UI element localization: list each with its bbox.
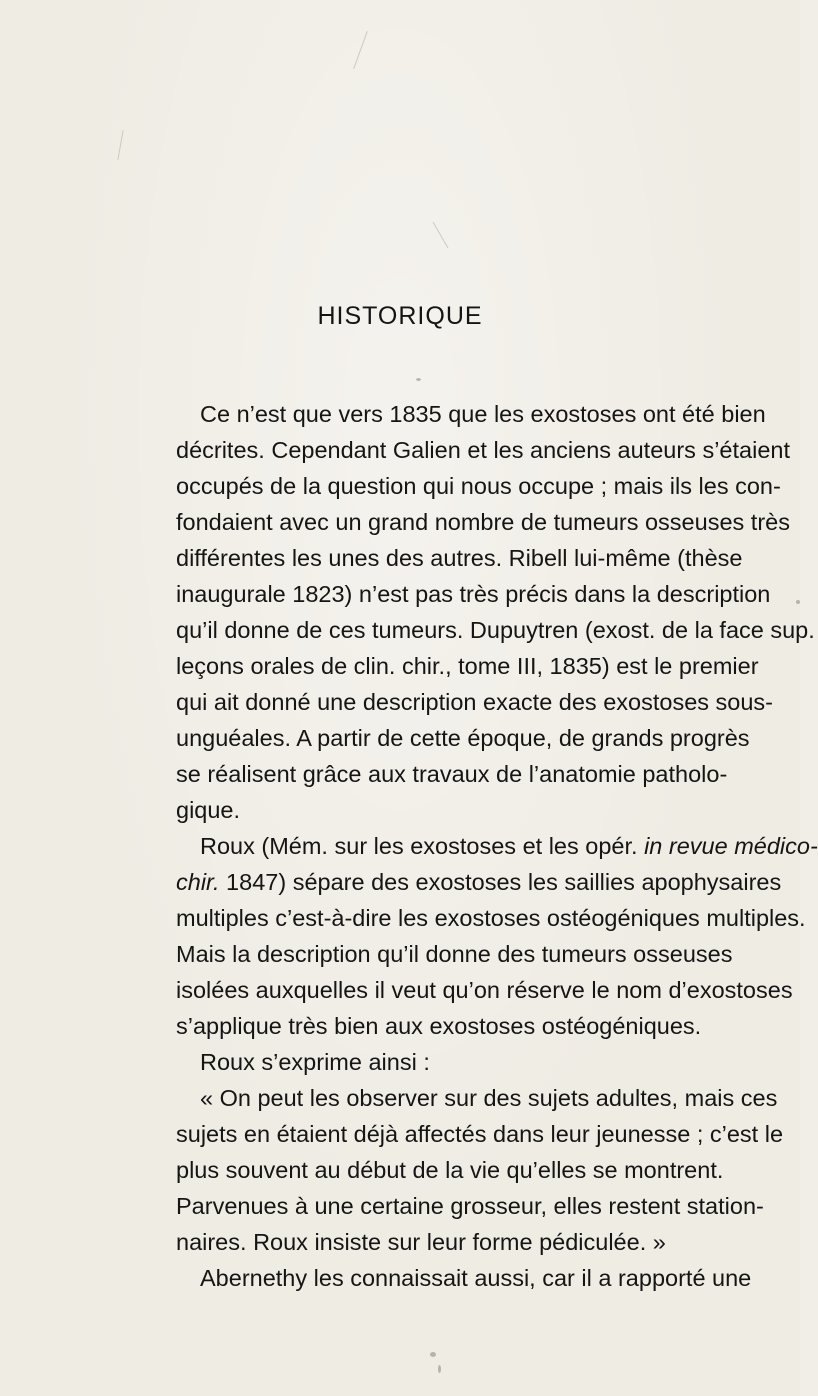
line-text: Parvenues à une certaine grosseur, elles restent station-	[176, 1193, 764, 1219]
text-line	[176, 1008, 716, 1044]
text-line	[176, 1044, 716, 1080]
text-line	[176, 432, 790, 468]
text-line	[176, 972, 793, 1008]
line-text: Roux (Mém. sur les exostoses et les opér.	[200, 833, 645, 859]
quote-line	[176, 1080, 778, 1116]
paper-speck	[796, 600, 800, 604]
text-line	[176, 540, 743, 576]
text-line	[176, 828, 818, 864]
text-line	[176, 936, 733, 972]
line-text: qu’il donne de ces tumeurs. Dupuytren (exost. de la face sup.	[176, 617, 815, 643]
body-text	[176, 396, 818, 1296]
line-text: multiples c’est-à-dire les exostoses ostéogéniques multiples.	[176, 905, 806, 931]
line-text: sujets en étaient déjà affectés dans leur jeunesse ; c’est le	[176, 1121, 784, 1147]
line-text: fondaient avec un grand nombre de tumeurs osseuses très	[176, 509, 790, 535]
text-line	[176, 612, 815, 648]
quote-line	[176, 1224, 716, 1260]
text-line	[176, 1260, 752, 1296]
paper-scratch	[353, 31, 368, 69]
line-text: Roux s’exprime ainsi :	[200, 1049, 430, 1075]
journal-title-italic: in revue médico-	[644, 833, 818, 859]
paper-speck	[438, 1365, 441, 1373]
quote-line	[176, 1152, 724, 1188]
text-line	[176, 900, 806, 936]
line-text: inaugurale 1823) n’est pas très précis dans la description	[176, 581, 771, 607]
line-text: s’applique très bien aux exostoses ostéogéniques.	[176, 1013, 702, 1039]
text-line	[176, 756, 728, 792]
paper-speck	[416, 378, 421, 381]
line-text: « On peut les observer sur des sujets adultes, mais ces	[200, 1085, 778, 1111]
text-line	[176, 504, 790, 540]
quote-line	[176, 1116, 784, 1152]
line-text: naires. Roux insiste sur leur forme pédiculée. »	[176, 1229, 666, 1255]
line-text: gique.	[176, 797, 241, 823]
line-text: différentes les unes des autres. Ribell lui-même (thèse	[176, 545, 743, 571]
line-text: décrites. Cependant Galien et les anciens auteurs s’étaient	[176, 437, 790, 463]
line-text: 1847) sépare des exostoses les saillies apophysaires	[219, 869, 782, 895]
text-line	[176, 792, 716, 828]
line-text: unguéales. A partir de cette époque, de grands progrès	[176, 725, 750, 751]
text-line	[176, 468, 781, 504]
line-text: se réalisent grâce aux travaux de l’anatomie patholo-	[176, 761, 728, 787]
paper-scratch	[117, 130, 123, 160]
text-line	[176, 576, 771, 612]
line-text: qui ait donné une description exacte des exostoses sous-	[176, 689, 774, 715]
line-text: leçons orales de clin. chir., tome III, 1835) est le premier	[176, 653, 759, 679]
paper-scratch	[433, 222, 449, 248]
line-text: isolées auxquelles il veut qu’on réserve le nom d’exostoses	[176, 977, 793, 1003]
line-text: Mais la description qu’il donne des tumeurs osseuses	[176, 941, 733, 967]
line-text: Abernethy les connaissait aussi, car il a rapporté une	[200, 1265, 752, 1291]
journal-title-italic: chir.	[176, 869, 220, 895]
line-text: plus souvent au début de la vie qu’elles se montrent.	[176, 1157, 724, 1183]
text-line	[176, 684, 774, 720]
text-line	[176, 720, 750, 756]
text-line	[176, 864, 782, 900]
text-line	[176, 648, 759, 684]
quote-line	[176, 1188, 764, 1224]
page-heading: HISTORIQUE	[317, 302, 483, 330]
line-text: Ce n’est que vers 1835 que les exostoses ont été bien	[200, 401, 766, 427]
line-text: occupés de la question qui nous occupe ; mais ils les con-	[176, 473, 781, 499]
text-line	[176, 396, 766, 432]
paper-speck	[430, 1352, 436, 1357]
